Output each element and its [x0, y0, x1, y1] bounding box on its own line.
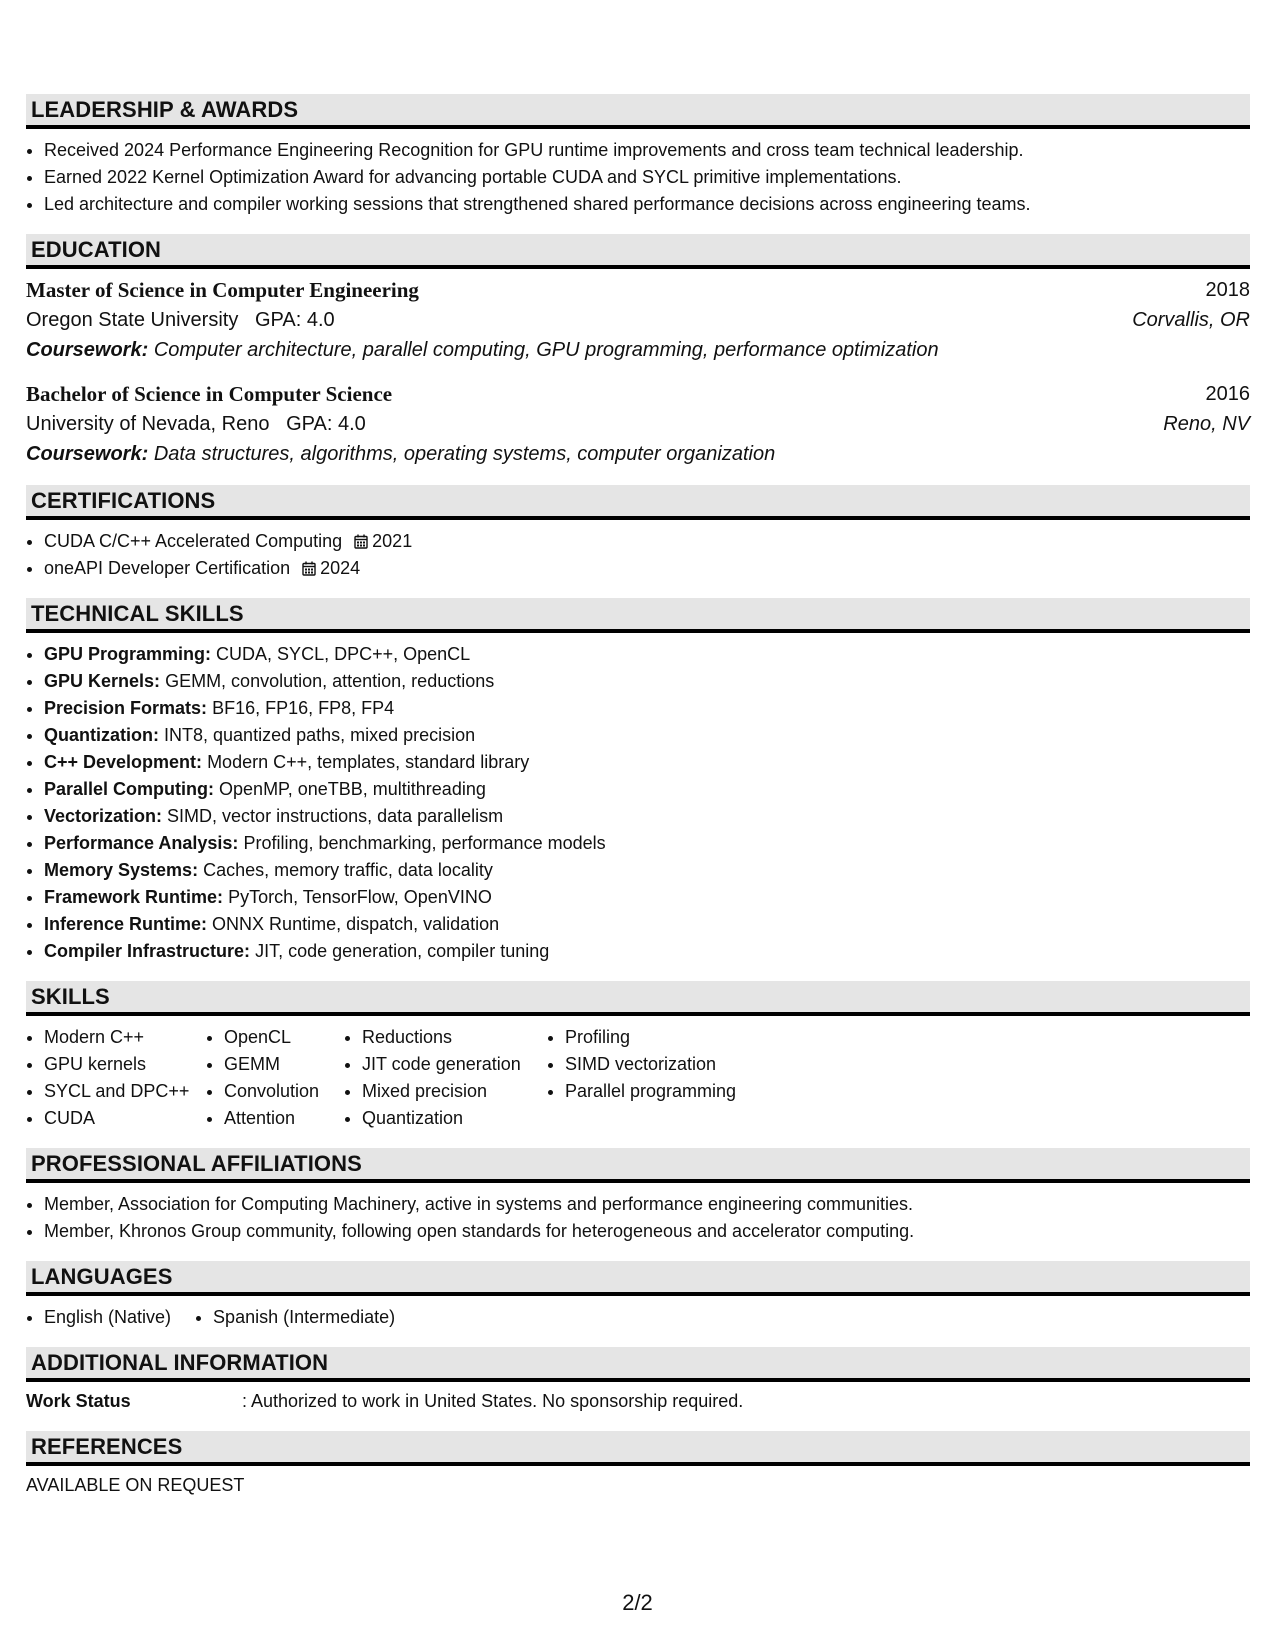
languages-section — [26, 1261, 1250, 1331]
list-item — [44, 938, 1250, 965]
coursework — [26, 439, 1250, 469]
certification-year: 2021 — [372, 531, 413, 551]
gpa: GPA: 4.0 — [286, 413, 366, 435]
list-item — [44, 749, 1250, 776]
list-item — [44, 528, 1250, 555]
list-item: • Mixed precision — [362, 1078, 545, 1105]
leadership-section — [26, 94, 1250, 218]
school-name: University of Nevada, Reno — [26, 413, 270, 435]
section-title: CERTIFICATIONS — [26, 485, 1250, 520]
list-item: • English (Native) — [44, 1304, 171, 1331]
list-item: • Spanish (Intermediate) — [213, 1304, 395, 1331]
skill-values: ONNX Runtime, dispatch, validation — [212, 914, 500, 934]
skill-category: Framework Runtime: — [44, 887, 224, 907]
affiliations-list — [26, 1191, 1250, 1245]
list-item — [44, 695, 1250, 722]
skill-category: GPU Kernels: — [44, 671, 161, 691]
section-title: SKILLS — [26, 981, 1250, 1016]
calendar-icon — [354, 534, 368, 549]
list-item: • Earned 2022 Kernel Optimization Award for advancing portable CUDA and SYCL primitive implementations. — [44, 164, 1250, 191]
technical-skills-section — [26, 598, 1250, 965]
list-item — [44, 884, 1250, 911]
skill-values: PyTorch, TensorFlow, OpenVINO — [228, 887, 492, 907]
skill-category: Vectorization: — [44, 806, 163, 826]
affiliations-section — [26, 1148, 1250, 1245]
list-item — [44, 776, 1250, 803]
list-item: • Member, Association for Computing Machinery, active in systems and performance engineering communities. — [44, 1191, 1250, 1218]
list-item: • GPU kernels — [44, 1051, 204, 1078]
education-section — [26, 234, 1250, 469]
references-text: AVAILABLE ON REQUEST — [26, 1475, 245, 1495]
skill-category: C++ Development: — [44, 752, 203, 772]
skill-values: GEMM, convolution, attention, reductions — [165, 671, 495, 691]
list-item: • Parallel programming — [565, 1078, 736, 1105]
list-item: • Modern C++ — [44, 1024, 204, 1051]
skill-category: Quantization: — [44, 725, 159, 745]
list-item — [44, 641, 1250, 668]
graduation-year: 2016 — [1205, 383, 1250, 405]
education-entry — [26, 379, 1250, 469]
skills-column — [204, 1024, 342, 1132]
skill-values: INT8, quantized paths, mixed precision — [164, 725, 476, 745]
skill-values: JIT, code generation, compiler tuning — [255, 941, 550, 961]
section-title: ADDITIONAL INFORMATION — [26, 1347, 1250, 1382]
info-label: Work Status — [26, 1391, 131, 1411]
list-item: • Convolution — [224, 1078, 342, 1105]
gpa: GPA: 4.0 — [255, 309, 335, 331]
list-item — [44, 668, 1250, 695]
languages-list — [26, 1304, 1250, 1331]
additional-info-section — [26, 1347, 1250, 1415]
skill-category: GPU Programming: — [44, 644, 212, 664]
skill-values: Modern C++, templates, standard library — [207, 752, 530, 772]
certifications-section — [26, 485, 1250, 582]
list-item: • Profiling — [565, 1024, 736, 1051]
coursework-text: Computer architecture, parallel computing, GPU programming, performance optimization — [153, 339, 939, 361]
list-item — [44, 803, 1250, 830]
list-item: • Received 2024 Performance Engineering Recognition for GPU runtime improvements and cross team technical leadership. — [44, 137, 1250, 164]
list-item: • Attention — [224, 1105, 342, 1132]
skill-values: Profiling, benchmarking, performance models — [243, 833, 606, 853]
section-title: TECHNICAL SKILLS — [26, 598, 1250, 633]
skills-column — [26, 1024, 204, 1132]
certification-name: CUDA C/C++ Accelerated Computing — [44, 531, 343, 551]
skill-values: OpenMP, oneTBB, multithreading — [219, 779, 486, 799]
certification-year: 2024 — [320, 558, 361, 578]
list-item — [44, 722, 1250, 749]
school-name: Oregon State University — [26, 309, 239, 331]
section-title: PROFESSIONAL AFFILIATIONS — [26, 1148, 1250, 1183]
degree: Bachelor of Science in Computer Science — [26, 382, 393, 406]
section-title: REFERENCES — [26, 1431, 1250, 1466]
skills-grid — [26, 1024, 1250, 1132]
section-title: LEADERSHIP & AWARDS — [26, 94, 1250, 129]
certification-name: oneAPI Developer Certification — [44, 558, 291, 578]
skills-column — [545, 1024, 736, 1132]
list-item — [44, 555, 1250, 582]
list-item: • CUDA — [44, 1105, 204, 1132]
references-section — [26, 1431, 1250, 1499]
technical-skills-list — [26, 641, 1250, 965]
certifications-list — [26, 528, 1250, 582]
list-item: • GEMM — [224, 1051, 342, 1078]
skill-category: Compiler Infrastructure: — [44, 941, 251, 961]
skill-values: Caches, memory traffic, data locality — [203, 860, 493, 880]
info-value: : Authorized to work in United States. No sponsorship required. — [242, 1391, 744, 1411]
skills-section — [26, 981, 1250, 1132]
list-item: • Reductions — [362, 1024, 545, 1051]
skill-values: BF16, FP16, FP8, FP4 — [212, 698, 395, 718]
coursework-label: Coursework: — [26, 339, 149, 361]
list-item: • SIMD vectorization — [565, 1051, 736, 1078]
calendar-icon — [302, 561, 316, 576]
skill-category: Inference Runtime: — [44, 914, 208, 934]
skill-values: CUDA, SYCL, DPC++, OpenCL — [216, 644, 471, 664]
education-entry — [26, 275, 1250, 365]
list-item — [44, 857, 1250, 884]
list-item — [44, 830, 1250, 857]
list-item: • JIT code generation — [362, 1051, 545, 1078]
section-title: LANGUAGES — [26, 1261, 1250, 1296]
skill-category: Memory Systems: — [44, 860, 199, 880]
resume-page — [26, 94, 1250, 1515]
skill-values: SIMD, vector instructions, data parallelism — [167, 806, 504, 826]
skills-column — [342, 1024, 545, 1132]
skill-category: Precision Formats: — [44, 698, 208, 718]
coursework — [26, 335, 1250, 365]
page-number: 2/2 — [622, 1590, 653, 1615]
skill-category: Performance Analysis: — [44, 833, 239, 853]
list-item: • SYCL and DPC++ — [44, 1078, 204, 1105]
list-item: • Led architecture and compiler working sessions that strengthened shared performance decisions across engineering teams. — [44, 191, 1250, 218]
list-item — [44, 911, 1250, 938]
section-title: EDUCATION — [26, 234, 1250, 269]
school-location: Reno, NV — [1163, 413, 1250, 435]
graduation-year: 2018 — [1205, 279, 1250, 301]
coursework-label: Coursework: — [26, 443, 149, 465]
coursework-text: Data structures, algorithms, operating systems, computer organization — [153, 443, 776, 465]
skill-category: Parallel Computing: — [44, 779, 215, 799]
degree: Master of Science in Computer Engineering — [26, 278, 419, 302]
info-row — [26, 1388, 1250, 1415]
list-item: • Quantization — [362, 1105, 545, 1132]
school-location: Corvallis, OR — [1132, 309, 1250, 331]
list-item: • OpenCL — [224, 1024, 342, 1051]
leadership-list — [26, 137, 1250, 218]
list-item: • Member, Khronos Group community, following open standards for heterogeneous and accelerator computing. — [44, 1218, 1250, 1245]
